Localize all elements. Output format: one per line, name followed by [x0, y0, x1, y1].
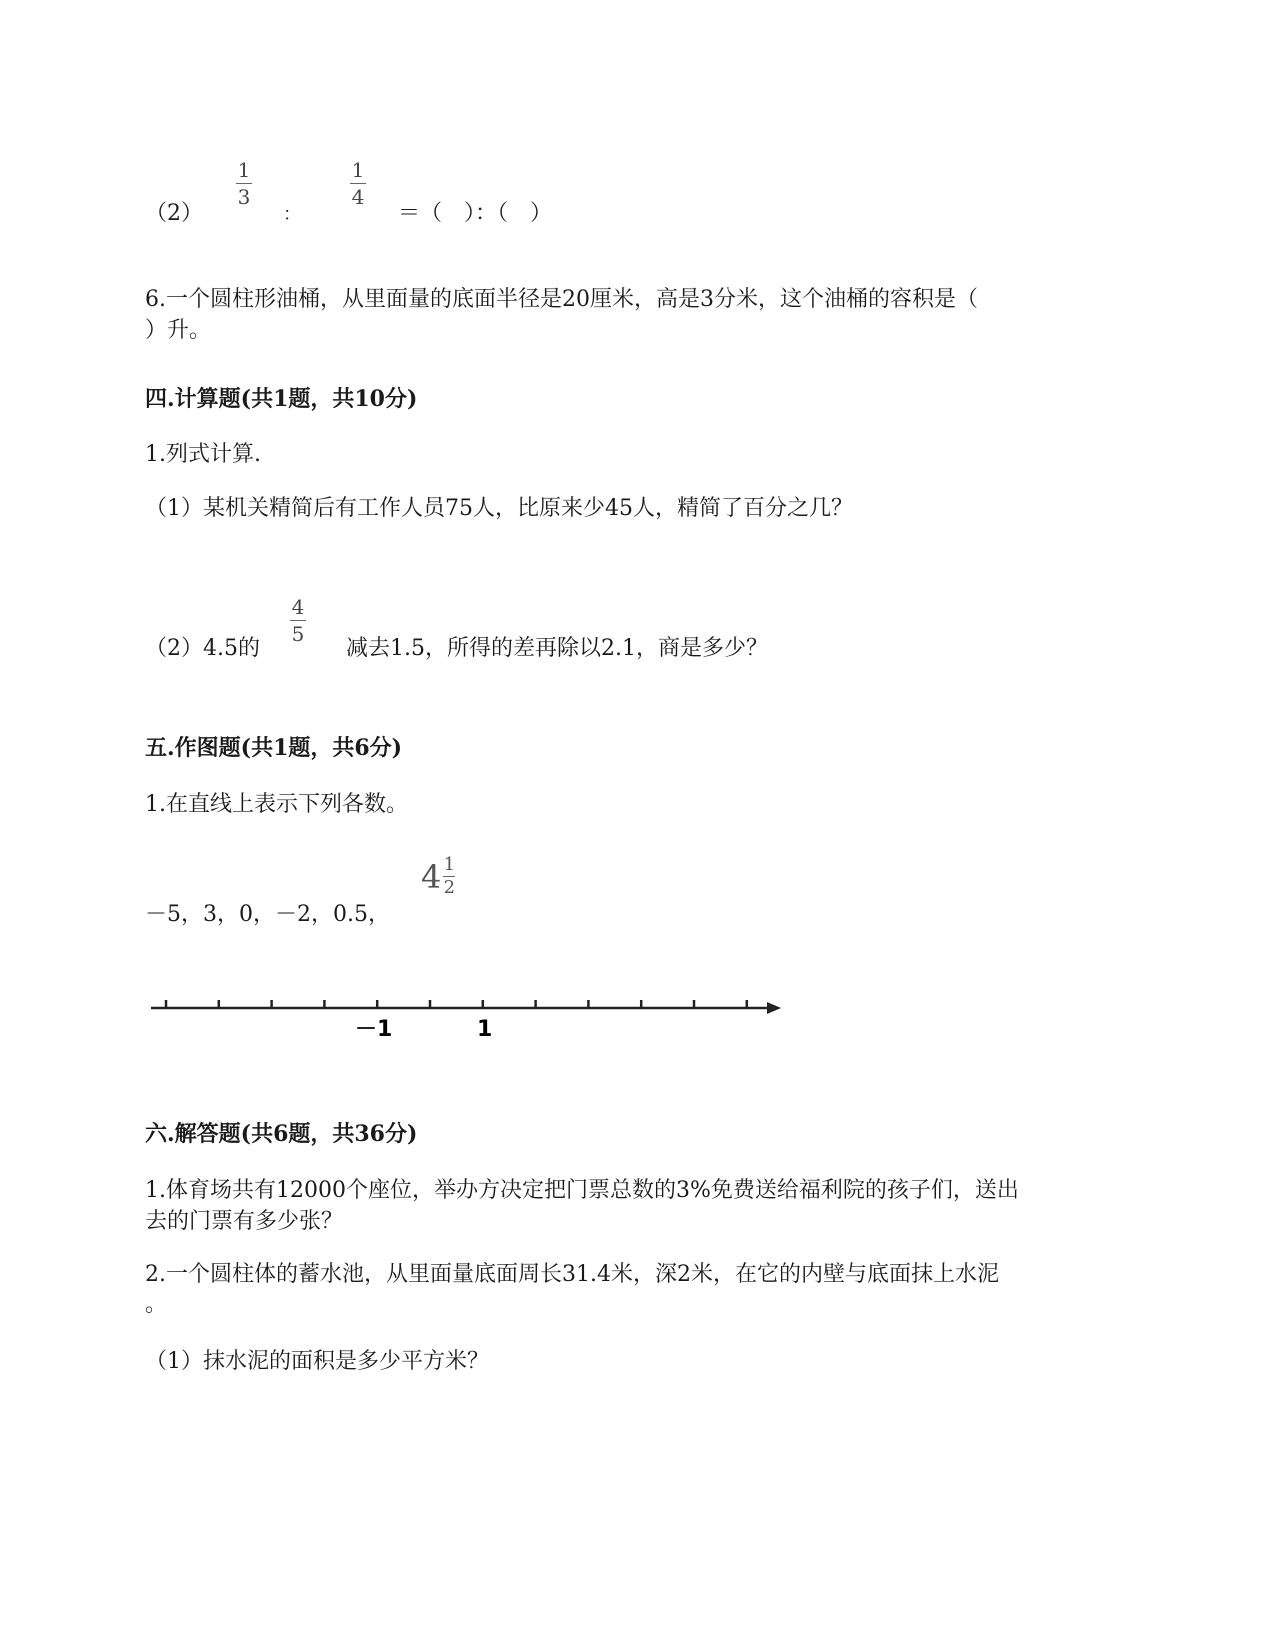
fraction-numerator: 1 — [351, 158, 365, 182]
number-line-label-1: 1 — [477, 1017, 493, 1042]
section6-heading: 六.解答题(共6题，共36分) — [145, 1121, 418, 1147]
number-line-arrowhead — [767, 1002, 781, 1014]
q6-line1: 6.一个圆柱形油桶，从里面量的底面半径是20厘米，高是3分米，这个油桶的容积是（ — [145, 287, 978, 312]
fraction-bar — [350, 183, 366, 184]
mixed-number-fraction — [443, 856, 455, 897]
section6-q2-line2: 。 — [145, 1292, 168, 1317]
q5-part2-label: （2） — [145, 201, 203, 226]
number-line — [145, 990, 795, 1050]
fraction-bar — [236, 183, 252, 184]
fraction-denominator: 2 — [443, 877, 456, 898]
mixed-number-four-and-half — [421, 856, 455, 897]
fraction-one-fourth — [350, 160, 366, 207]
fraction-numerator: 1 — [237, 158, 251, 182]
section5-number-list: －5，3，0，－2，0.5， — [145, 902, 390, 927]
section4-q1-title: 1.列式计算. — [145, 442, 261, 467]
fraction-numerator: 1 — [443, 854, 456, 875]
section5-q1-title: 1.在直线上表示下列各数。 — [145, 792, 408, 817]
section4-q1-part2-prefix: （2）4.5的 — [145, 636, 260, 661]
section4-q1-part1: （1）某机关精简后有工作人员75人，比原来少45人，精简了百分之几？ — [145, 496, 853, 521]
section6-q1-line1: 1.体育场共有12000个座位，举办方决定把门票总数的3%免费送给福利院的孩子们，送出 — [145, 1178, 1019, 1203]
ratio-answer-blanks: ＝（ ）：（ ） — [398, 201, 553, 226]
section6-q1-line2: 去的门票有多少张？ — [145, 1209, 344, 1234]
section6-q2-line1: 2.一个圆柱体的蓄水池，从里面量底面周长31.4米，深2米，在它的内壁与底面抹上水泥 — [145, 1262, 999, 1287]
section5-heading: 五.作图题(共1题，共6分) — [145, 735, 403, 761]
fraction-denominator: 3 — [237, 185, 251, 209]
fraction-four-fifths — [290, 597, 306, 644]
fraction-denominator: 5 — [291, 622, 305, 646]
number-line-label-neg1: －1 — [355, 1017, 393, 1042]
fraction-one-third — [236, 160, 252, 207]
fraction-numerator: 4 — [291, 595, 305, 619]
section4-q1-part2-suffix: 减去1.5，所得的差再除以2.1，商是多少？ — [346, 636, 768, 661]
fraction-bar — [290, 620, 306, 621]
mixed-number-whole: 4 — [421, 857, 442, 896]
section6-q2-part1: （1）抹水泥的面积是多少平方米？ — [145, 1349, 489, 1374]
ratio-colon: ： — [283, 204, 301, 225]
fraction-denominator: 4 — [351, 185, 365, 209]
section4-heading: 四.计算题(共1题，共10分) — [145, 386, 418, 412]
q6-line2: ）升。 — [145, 318, 212, 343]
